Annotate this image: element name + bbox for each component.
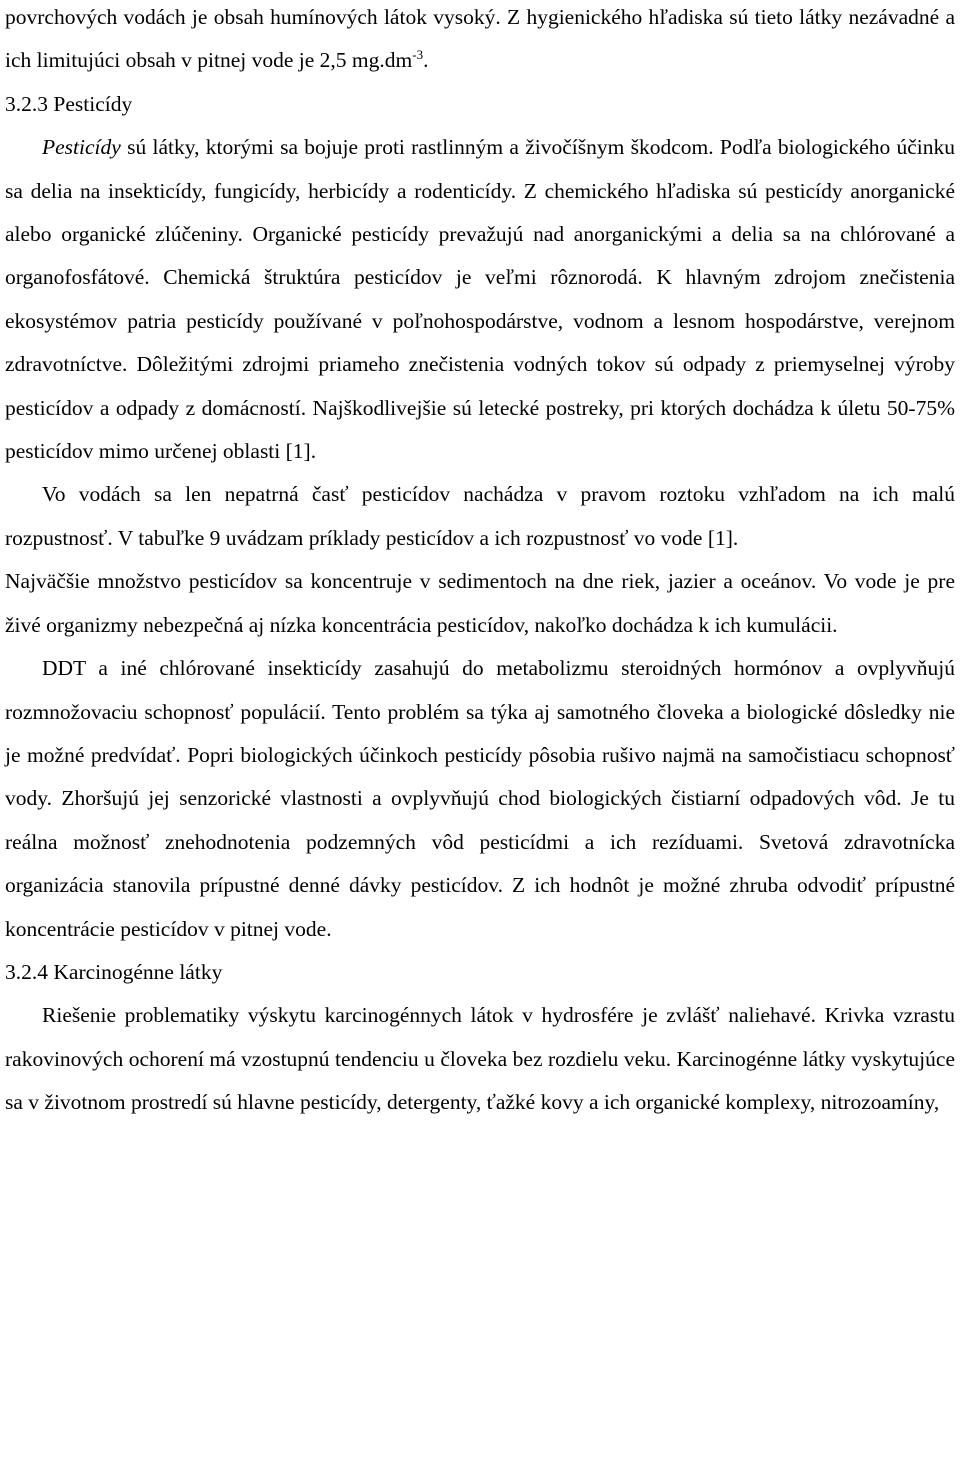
pesticidy-paragraph-1 — [5, 126, 955, 473]
section-heading-karcinogenne: 3.2.4 Karcinogénne látky — [5, 959, 223, 984]
pesticidy-paragraph-3: Najväčšie množstvo pesticídov sa koncentruje v sedimentoch na dne riek, jazier a oceánov. Vo vode je pre živé organizmy nebezpečná aj nízka koncentrácia pesticídov, nakoľko dochádza k ich kumulácii. — [5, 569, 955, 637]
intro-paragraph — [5, 0, 955, 83]
pesticidy-paragraph-1-text: sú látky, ktorými sa bojuje proti rastlinným a živočíšnym škodcom. Podľa biologického účinku sa delia na insekticídy, fungicídy, herbicídy a rodenticídy. Z chemického hľadiska sú pesticídy anorganické alebo organické zlúčeniny. Organické pesticídy prevažujú nad anorganickými a delia sa na chlórované a organofosfátové. Chemická štruktúra pesticídov je veľmi rôznorodá. K hlavným zdrojom znečistenia ekosystémov patria pesticídy používané v poľnohospodárstve, vodnom a lesnom hospodárstve, verejnom zdravotníctve. Dôležitými zdrojmi priameho znečistenia vodných tokov sú odpady z priemyselnej výroby pesticídov a odpady z domácností. Najškodlivejšie sú letecké postreky, pri ktorých dochádza k úletu 50-75% pesticídov mimo určenej oblasti [1]. — [5, 135, 955, 464]
document-page — [5, 0, 955, 1125]
intro-text: povrchových vodách je obsah humínových látok vysoký. Z hygienického hľadiska sú tieto látky nezávadné a ich limitujúci obsah v pitnej vode je 2,5 mg.dm — [5, 5, 955, 73]
pesticidy-term: Pesticídy — [42, 135, 121, 160]
pesticidy-paragraph-2: Vo vodách sa len nepatrná časť pesticídov nachádza v pravom roztoku vzhľadom na ich malú rozpustnosť. V tabuľke 9 uvádzam príklady pesticídov a ich rozpustnosť vo vode [1]. — [5, 482, 955, 550]
pesticidy-paragraph-4: DDT a iné chlórované insekticídy zasahujú do metabolizmu steroidných hormónov a ovplyvňujú rozmnožovaciu schopnosť populácií. Tento problém sa týka aj samotného človeka a biologické dôsledky nie je možné predvídať. Popri biologických účinkoch pesticídy pôsobia rušivo najmä na samočistiacu schopnosť vody. Zhoršujú jej senzorické vlastnosti a ovplyvňujú chod biologických čistiarní odpadových vôd. Je tu reálna možnosť znehodnotenia podzemných vôd pesticídmi a ich rezíduami. Svetová zdravotnícka organizácia stanovila prípustné denné dávky pesticídov. Z ich hodnôt je možné zhruba odvodiť prípustné koncentrácie pesticídov v pitnej vode. — [5, 656, 955, 941]
intro-end: . — [423, 48, 429, 73]
karcinogenne-paragraph-1: Riešenie problematiky výskytu karcinogénnych látok v hydrosfére je zvlášť naliehavé. Krivka vzrastu rakovinových ochorení má vzostupnú tendenciu u človeka bez rozdielu veku. Karcinogénne látky vyskytujúce sa v životnom prostredí sú hlavne pesticídy, detergenty, ťažké kovy a ich organické komplexy, nitrozoamíny, — [5, 1003, 955, 1115]
intro-superscript: -3 — [412, 47, 424, 63]
section-heading-pesticidy: 3.2.3 Pesticídy — [5, 91, 133, 116]
